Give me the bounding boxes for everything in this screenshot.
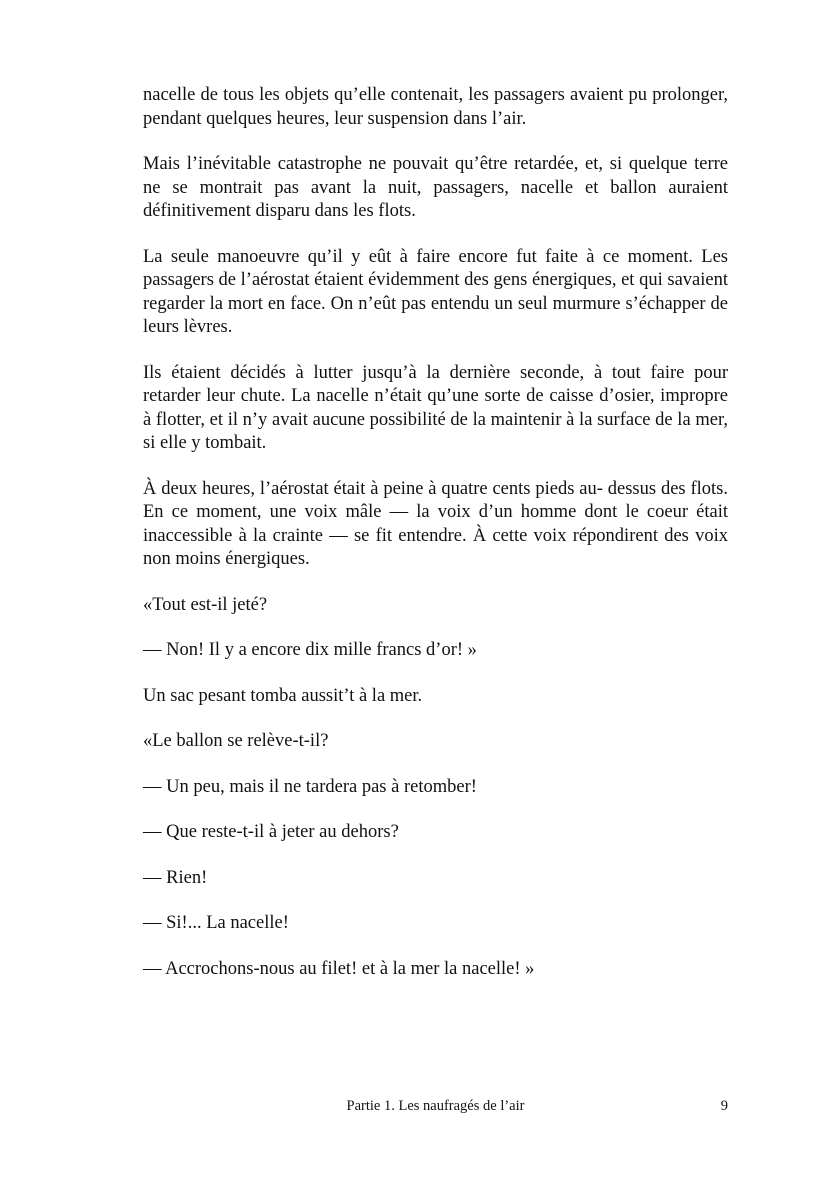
page-body (143, 84, 728, 1003)
dialogue-line: «Tout est-il jeté? (143, 594, 268, 615)
paragraph: Un sac pesant tomba aussit’t à la mer. (143, 685, 423, 706)
dialogue-line: — Si!... La nacelle! (143, 913, 289, 933)
paragraph: La seule manoeuvre qu’il y eût à faire encore fut faite à ce moment. Les passagers de l’aérostat étaient évidemment des gens énergiques, et qui savaient regarder la mort en face. On n’eût pas entendu un seul murmure s’échapper de leurs lèvres. (143, 246, 728, 337)
paragraph: Mais l’inévitable catastrophe ne pouvait qu’être retardée, et, si quelque terre ne se montrait pas avant la nuit, passagers, nacelle et ballon auraient définitivement disparu dans les flots. (143, 154, 728, 221)
dialogue-line: «Le ballon se relève-t-il? (143, 731, 329, 751)
dialogue-line: — Accrochons-nous au filet! et à la mer la nacelle! » (143, 958, 535, 979)
paragraph: nacelle de tous les objets qu’elle contenait, les passagers avaient pu prolonger, pendant quelques heures, leur suspension dans l’air. (143, 85, 728, 129)
dialogue-line: — Un peu, mais il ne tardera pas à retomber! (143, 776, 477, 797)
dialogue-line: — Rien! (143, 867, 208, 888)
running-footer-title: Partie 1. Les naufragés de l’air (346, 1098, 525, 1114)
page-footer (143, 1096, 728, 1116)
dialogue-line: — Que reste-t-il à jeter au dehors? (143, 822, 399, 842)
paragraph: À deux heures, l’aérostat était à peine à quatre cents pieds au- dessus des flots. En ce moment, une voix mâle — la voix d’un homme dont le coeur était inaccessible à la crainte — se fit entendre. À cette voix répondirent des voix non moins énergiques. (143, 478, 728, 569)
paragraph: Ils étaient décidés à lutter jusqu’à la dernière seconde, à tout faire pour retarder leur chute. La nacelle n’était qu’une sorte de caisse d’osier, impropre à flotter, et il n’y avait aucune possibilité de la maintenir à la surface de la mer, si elle y tombait. (143, 362, 728, 453)
page-number: 9 (720, 1098, 728, 1114)
dialogue-line: — Non! Il y a encore dix mille francs d’or! » (143, 640, 477, 660)
